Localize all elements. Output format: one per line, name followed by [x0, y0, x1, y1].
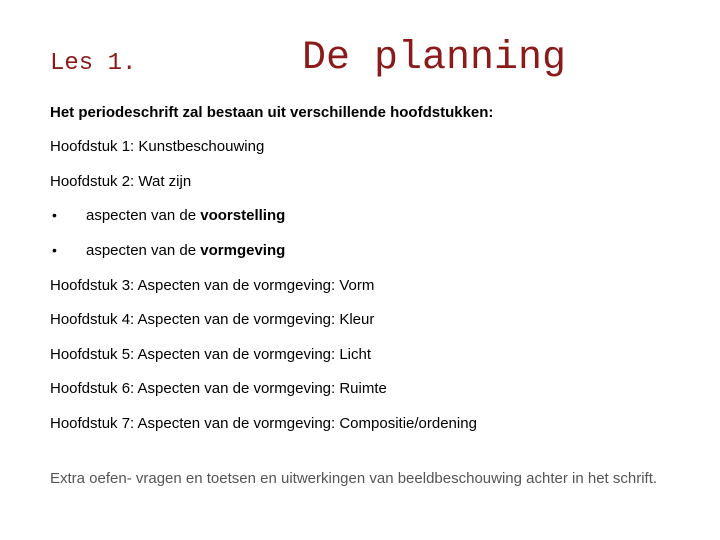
bullet-marker: • [52, 242, 57, 258]
bullet-marker: • [52, 207, 57, 223]
chapter-7: Hoofdstuk 7: Aspecten van de vormgeving: Compositie/ordening [50, 415, 477, 432]
chapter-2: Hoofdstuk 2: Wat zijn [50, 173, 192, 190]
bullet-prefix: aspecten van de [86, 207, 201, 224]
chapter-2-bullet-2 [86, 242, 285, 260]
chapter-2-bullet-1 [86, 207, 285, 225]
chapter-1: Hoofdstuk 1: Kunstbeschouwing [50, 138, 265, 155]
intro-text: Het periodeschrift zal bestaan uit verschillende hoofdstukken: [50, 104, 494, 121]
chapter-6: Hoofdstuk 6: Aspecten van de vormgeving: Ruimte [50, 380, 387, 397]
chapter-5: Hoofdstuk 5: Aspecten van de vormgeving: Licht [50, 346, 372, 363]
chapter-4: Hoofdstuk 4: Aspecten van de vormgeving: Kleur [50, 311, 375, 328]
bullet-emphasis: voorstelling [200, 207, 286, 224]
lesson-label: Les 1. [50, 50, 137, 77]
bullet-prefix: aspecten van de [86, 242, 201, 259]
extra-note: Extra oefen- vragen en toetsen en uitwerkingen van beeldbeschouwing achter in het schrift. [50, 470, 658, 487]
bullet-emphasis: vormgeving [200, 242, 286, 259]
page-title: De planning [302, 36, 567, 81]
chapter-3: Hoofdstuk 3: Aspecten van de vormgeving: Vorm [50, 277, 375, 294]
